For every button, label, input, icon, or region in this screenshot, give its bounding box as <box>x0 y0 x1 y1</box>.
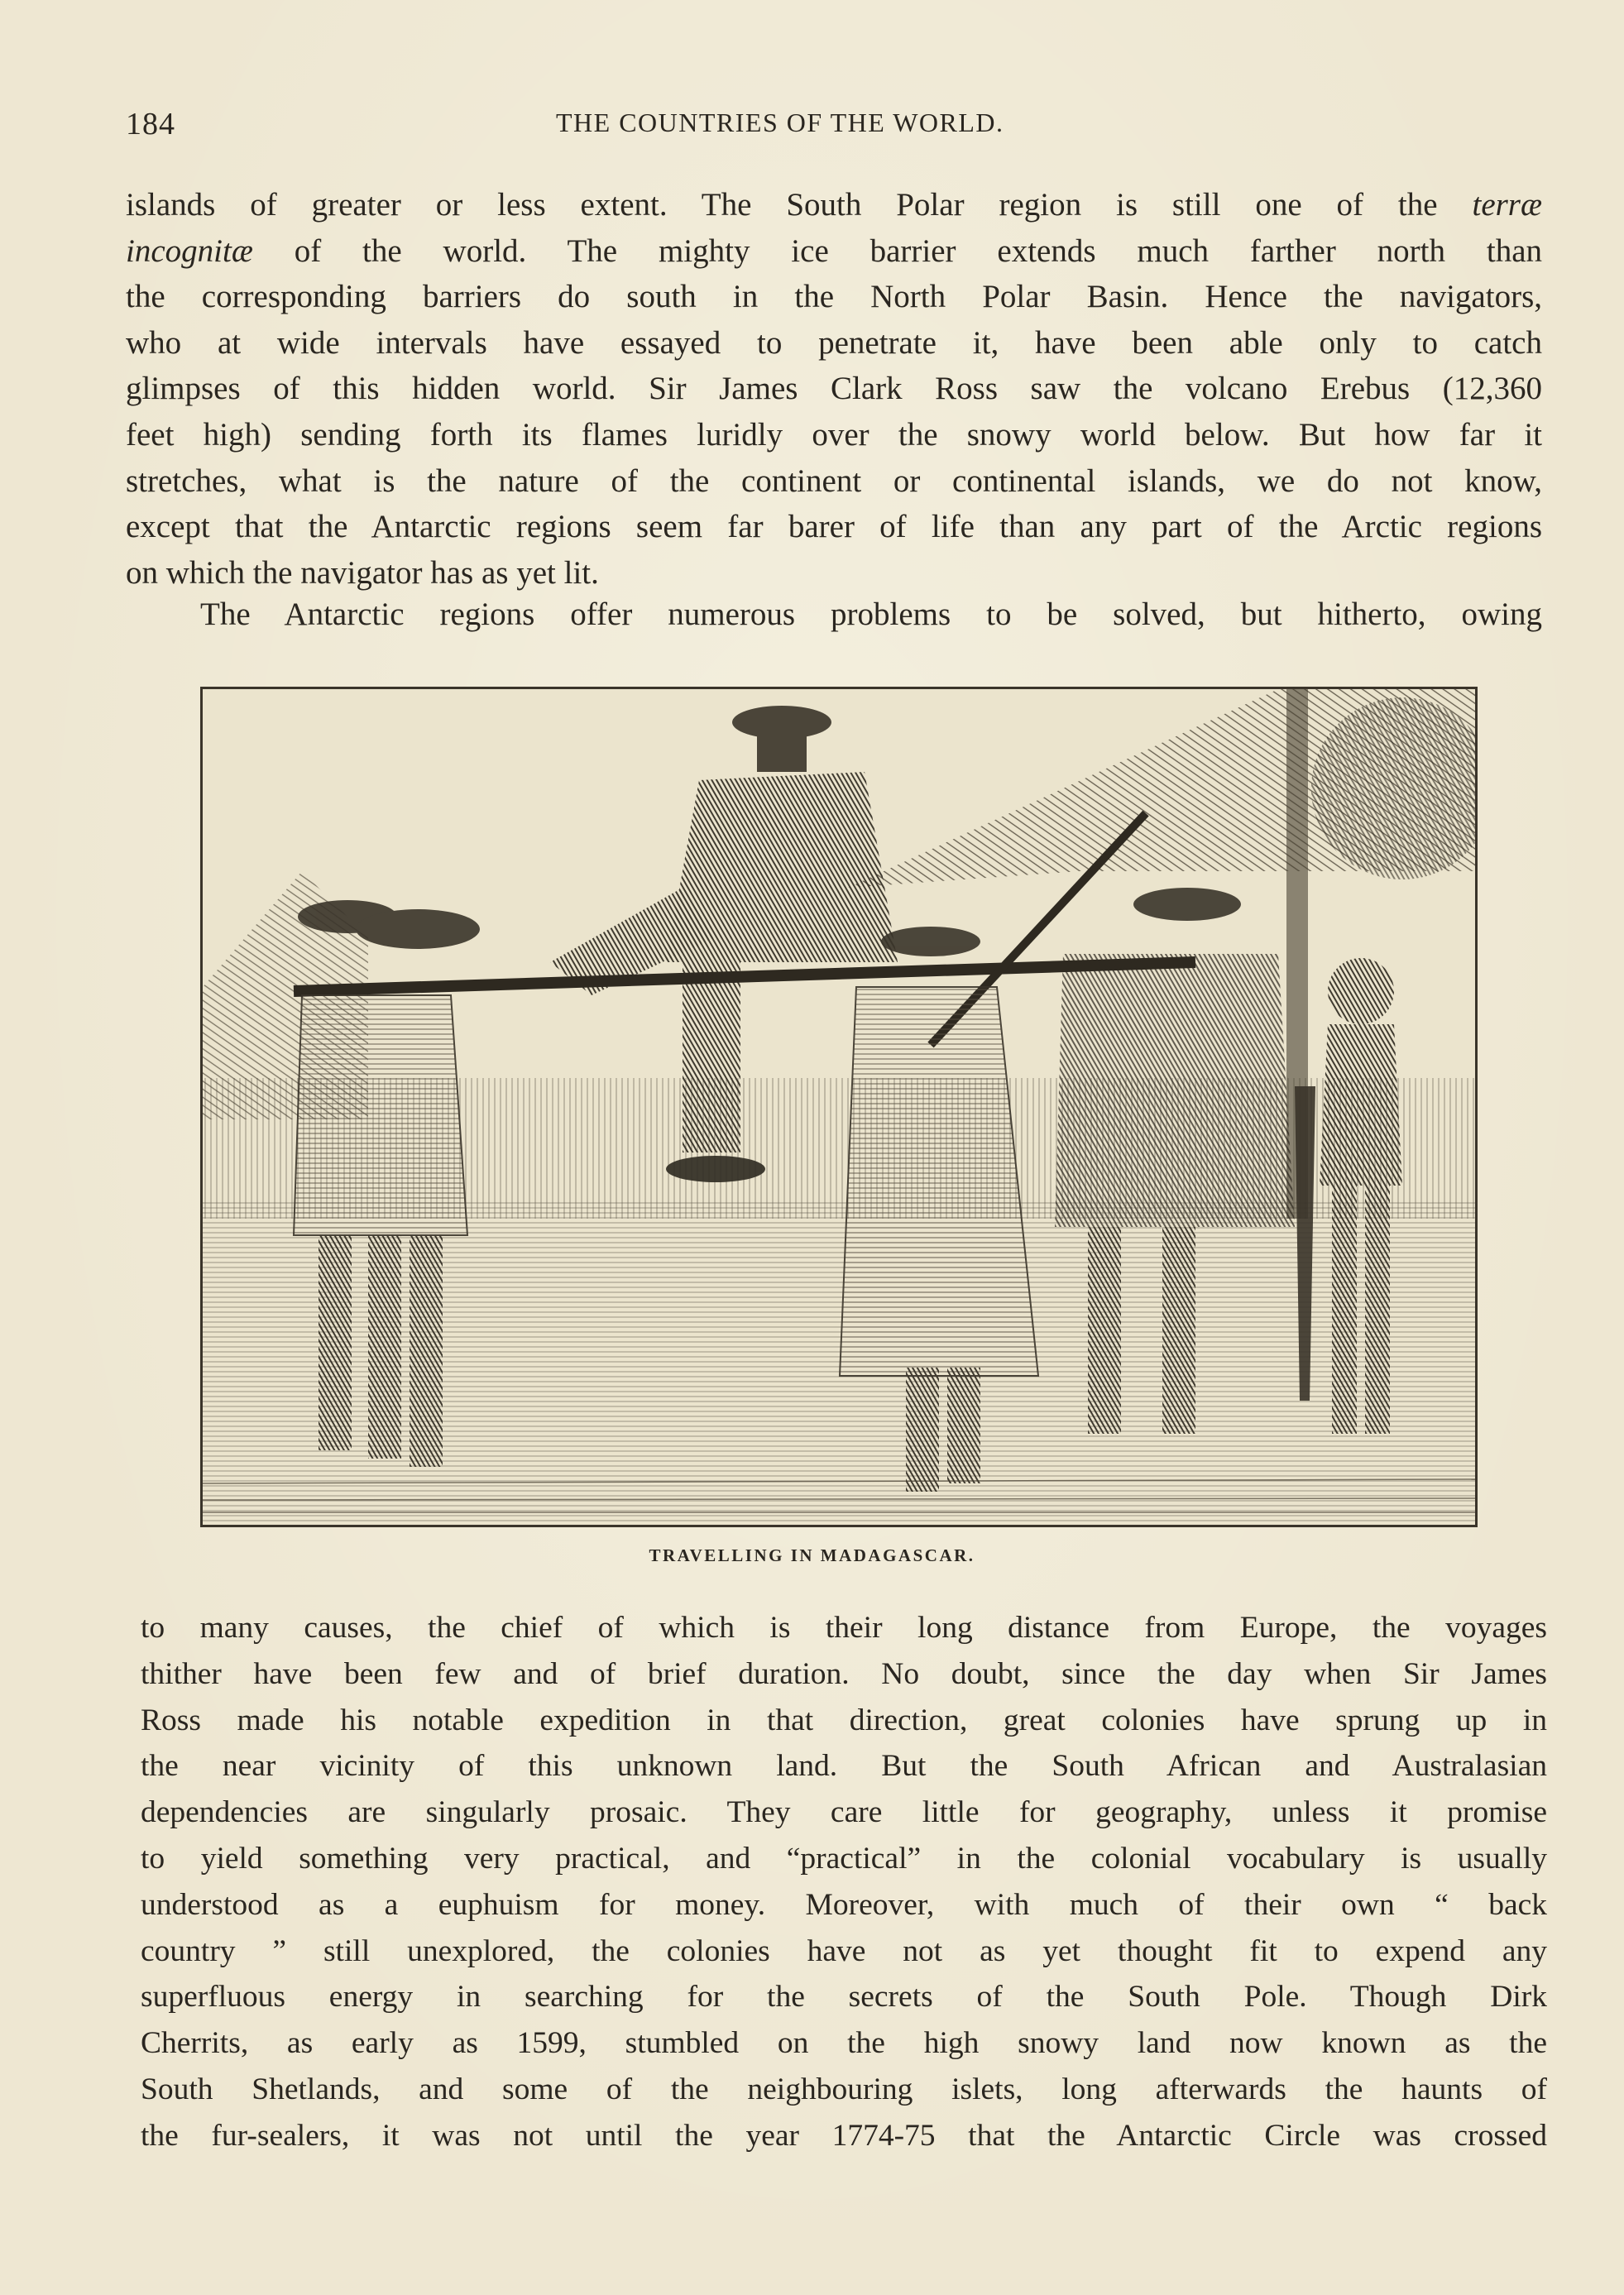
engraving-drawing <box>203 689 1475 1525</box>
text-line: superfluous energy in searching for the secrets of the South Pole. Though Dirk <box>141 1980 1547 2015</box>
running-head <box>126 106 1540 147</box>
text-line: understood as a euphuism for money. Moreover, with much of their own “ back <box>141 1887 1547 1922</box>
text-line: the near vicinity of this unknown land. But the South African and Australasian <box>141 1749 1547 1784</box>
text-line: thither have been few and of brief duration. No doubt, since the day when Sir James <box>141 1656 1547 1691</box>
text-line: the fur-sealers, it was not until the year 1774-75 that the Antarctic Circle was crossed <box>141 2118 1547 2153</box>
text-line: Ross made his notable expedition in that direction, great colonies have sprung up in <box>141 1703 1547 1737</box>
paragraph-voyages <box>141 1605 1547 2159</box>
text-line: on which the navigator has as yet lit. <box>126 554 599 591</box>
text-line: the corresponding barriers do south in the North Polar Basin. Hence the navigators, <box>126 279 1542 315</box>
paragraph-south-polar <box>126 182 1542 596</box>
running-title: THE COUNTRIES OF THE WORLD. <box>556 108 1004 137</box>
figure-caption: TRAVELLING IN MADAGASCAR. <box>649 1545 975 1565</box>
paragraph-antarctic-start <box>126 592 1542 638</box>
italic-term: terræ <box>1472 187 1542 223</box>
text-line: Cherrits, as early as 1599, stumbled on the high snowy land now known as the <box>141 2026 1547 2061</box>
text-line: South Shetlands, and some of the neighbouring islets, long afterwards the haunts of <box>141 2072 1547 2106</box>
text-line: feet high) sending forth its flames luridly over the snowy world below. But how far it <box>126 416 1542 453</box>
text-line: who at wide intervals have essayed to penetrate it, have been able only to catch <box>126 324 1542 361</box>
text-line: to yield something very practical, and “practical” in the colonial vocabulary is usually <box>141 1841 1547 1876</box>
text-line: except that the Antarctic regions seem far barer of life than any part of the Arctic regions <box>126 509 1542 545</box>
text-line: islands of greater or less extent. The South Polar region is still one of the terræ <box>126 187 1542 223</box>
text-line: to many causes, the chief of which is their long distance from Europe, the voyages <box>141 1611 1547 1645</box>
engraving-illustration <box>200 687 1478 1527</box>
italic-term: incognitæ <box>126 232 253 269</box>
text-line: stretches, what is the nature of the continent or continental islands, we do not know, <box>126 462 1542 499</box>
page-number: 184 <box>126 107 175 141</box>
text-line: incognitæ of the world. The mighty ice barrier extends much farther north than <box>126 232 1542 269</box>
text-line: country ” still unexplored, the colonies have not as yet thought fit to expend any <box>141 1933 1547 1968</box>
text-line: dependencies are singularly prosaic. They care little for geography, unless it promise <box>141 1795 1547 1830</box>
text-line: The Antarctic regions offer numerous problems to be solved, but hitherto, owing <box>200 597 1542 632</box>
text-line: glimpses of this hidden world. Sir James Clark Ross saw the volcano Erebus (12,360 <box>126 371 1542 407</box>
